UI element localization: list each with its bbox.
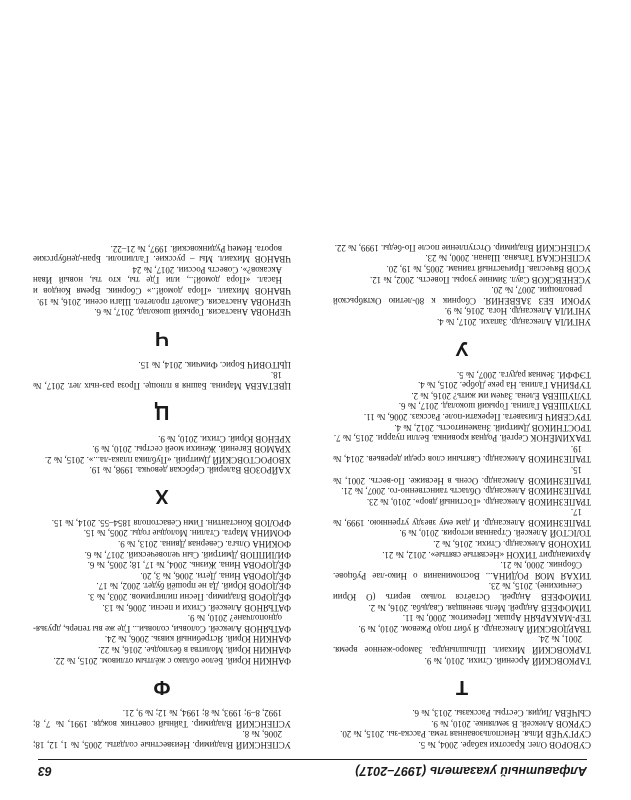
index-entry: ЧВАНОВ Михаил. Мы – русские. Галлиполи. Бран-денбургские ворота. Немец Рудинковский. 1997, № 21–22. [33, 243, 291, 265]
index-entry: ТРАПЕЗНИКОВ Александр. Область таинственно-го. 2007, № 21. [341, 486, 591, 497]
index-entry: ТРАПЕЗНИКОВ Александр. Осень в Несвиже. По-весть. 2001, № 15. [333, 464, 591, 486]
index-entry: УСПЕНСКИЙ Владимир. Тайный советник вождя. 1991, № 7, 8; 1992, 8–9; 1993, № 8; 1994, № 12; № 9, 21. [33, 708, 291, 729]
index-entry: ТАРКОВСКИЙ Михаил. Шлышлындра. Заморо-женное время. 2001, № 24. [333, 634, 591, 656]
entries-top-list [33, 708, 291, 750]
entries-u-list [333, 242, 591, 327]
section-letter-u: У [455, 337, 469, 359]
page-number: 63 [38, 764, 52, 778]
index-entry: ТИХОНОВ Александр. Стихи. 2016, № 2. [433, 539, 591, 550]
index-entry: ФРОЛОВ Константин. Гимн Севастополя 1854–55. 2014, № 15. [51, 517, 291, 528]
index-entry: ФИЛИППОВ Дмитрий. Сын человеческий. 2017, № 6. [84, 549, 291, 560]
running-header [38, 759, 587, 780]
index-entry: УНГИЛА Александр. Запахи. 2017, № 4. [437, 317, 591, 327]
index-entry: ТРАХИМЁНОК Сергей. Родная кровинка. Белли пуарри. 2015, № 7. [333, 433, 591, 444]
index-entry: ФЁДОРОВА Нина. Жизнь. 2004, № 17, 18; 2005, № 6. [87, 560, 291, 571]
index-entry: УСОВ Вячеслав. Причастный таинам. 2005, № 19, 20. [386, 264, 591, 275]
index-entry: ФАНКИН Юрий. Молитва в безлюдье. 2016, № 22. [98, 645, 291, 656]
index-entry: ФАНКИН Юрий. Белое облако с жёлтым отливом. 2015, № 22. [53, 655, 291, 666]
index-entry: ФЁДОРОВА Нина. Дети. 2006, № 3, 20. [140, 570, 291, 581]
index-entry: ТИМОФЕЕВ Андрей. Остаётся только верить (О Юрии Сенчихине). 2015, № 23. [333, 581, 591, 603]
index-entry: ЦВЕТАЕВА Марина. Башня в плюще. Проза раз-ных лет. 2017, № 18. [33, 370, 291, 391]
index-entry: ТРАПЕЗНИКОВ Александр. И дам ему звезду утреннюю. 1999, № 17. [333, 507, 591, 528]
index-entry: ФОМИНА Марта. Сталин. Молодые годы. 2005, № 15. [83, 528, 291, 539]
index-entry: ФЁДОРОВ Владимир. Песни пилигримов. 2003, № 3. [87, 592, 291, 603]
index-entry: ХАЙРОЗОВ Валерий. Сербская девочка. 1998, № 19. [89, 465, 291, 476]
index-entry: ФАТЬЯНОВ Алексей. Соловьи, соловьи... Где же вы теперь, друзья-однополчане? 2010, № 9. [33, 613, 291, 634]
index-entry: ХРАМОВ Евгений. Женихи моей сестры. 2010, № 9. [92, 444, 291, 455]
index-entry: ТИМОФЕЕВ Андрей. Мель звенящая. Свадьба. 2016, № 2. [368, 602, 591, 613]
index-entry: ХРЕНОВ Юрий. Стихи. 2010, № 9. [158, 433, 291, 444]
index-entry: УСЕНЕВСКОВ Саул. Зимние узоры. Повесть. 2002, № 12. [370, 274, 591, 285]
section-letter-ts: Ц [154, 400, 170, 423]
index-entry: ТРУСЕВИЧ Елизавета. Перекати-поле. Рассказ. 2006, № 11. [363, 411, 591, 422]
index-entry: ТУЛУШЕВА Галина. Горький шоколад. 2017, № 6. [398, 401, 591, 412]
entries-t-list [333, 369, 591, 666]
index-title: Алфавитный указатель (1997–2017) [355, 764, 587, 778]
index-entry: ТИХАЯ МОЯ РОДИНА... Воспоминания о Нико-лае Рубцове. Сборник. 2000, № 21. [333, 560, 591, 581]
index-entry: ЧЕРНОВА Анастасия. Горький шоколад. 2017, № 6. [94, 307, 291, 318]
index-entry: ТВАРДОВСКИЙ Александр. Я убит подо Ржевом. 2010, № 9. [358, 623, 591, 634]
entries-ch-list [33, 243, 291, 317]
entries-top-list [333, 708, 591, 750]
entries-ts-list [33, 359, 291, 391]
index-entry: Архимандрит ТИХОН «Несвятые святые». 2012, № 21. [382, 549, 591, 560]
index-entry: СУРГУЧЁВ Илья. Неиспользованная тема. Расска-зы. 2015, № 20. [340, 729, 591, 740]
index-entry: ТЭФФИ. Земная радуга. 2007, № 5. [456, 369, 591, 380]
index-entry: УСПЕНСКАЯ Татьяна. Шанан. 2000, № 23. [425, 253, 591, 264]
index-entry: ЧВАНОВ Михаил. «Пора домой!..» Сборник. Время Кондов и Насал. «Пора домой!.., или Где ты, кто ты, новый Иван Аксаков?». Совесть России. 2017, № 24 [33, 264, 291, 296]
index-entry: ТРАПЕЗНИКОВ Александр. «Гостиный двор». 2010, № 23. [366, 496, 591, 507]
index-entry: ФЕДОРОВ Юрий. Да не прошёй будет. 2002, № 17. [96, 581, 291, 592]
index-entry: УСПЕНСКИЙ Владимир. Неизвестные солдаты. 2005, № 1, 12, 18; 2006, № 8. [33, 729, 291, 750]
entries-h-list [33, 433, 291, 475]
index-entry: ТАРКОВСКИЙ Арсений. Стихи. 2010, № 9. [424, 655, 591, 666]
section-letter-t: Т [455, 675, 469, 698]
index-entry: ТОЛСТОЙ Алексей. Странная история. 2010, № 9. [399, 528, 591, 539]
entries-f-list [33, 517, 291, 665]
right-column [33, 15, 291, 750]
index-entry: ФОКИНА Ольга. Северная Двина. 2013, № 9. [118, 539, 291, 550]
index-entry: ФАТЬЯНОВ Алексей. Стихи и песни. 2006, № 13. [102, 602, 291, 613]
index-entry: ЦЫТОВИЧ Борис. Фимчик. 2014, № 15. [138, 359, 291, 370]
index-entry: ХВОРОСТОВСКИЙ Дмитрий. «Публика плака-ла...». 2015, № 2. [44, 454, 291, 465]
index-entry: СЫЧЁВА Лидия. Сестры. Рассказы. 2013, № 6. [412, 708, 591, 719]
index-entry: ТУРБИНА Галина. На реке Добре. 2015, № 4. [418, 380, 591, 391]
section-letter-h: Х [155, 485, 169, 508]
index-entry: УСПЕНСКИЙ Владимир. Отступление после По-беды. 1999, № 22. [334, 242, 591, 253]
index-entry: УНГИЛА Александр. Нога. 2016, № 9. [444, 306, 591, 317]
left-column [333, 15, 591, 750]
index-entry: ФАНКИН Юрий. Ястребиный кивзь. 2006, № 24. [104, 634, 291, 645]
index-entry: ЧЕРНОВА Анастасия. Самолёт пролетел. Шаги осени. 2016, № 19. [37, 296, 291, 307]
index-entry: ТРОСТНИКОВ Дмитрий. Знаменитость. 2012, № 4. [394, 422, 591, 433]
section-letter-f: Ф [153, 675, 171, 698]
index-entry: ТРАПЕЗНИКОВ Александр. Святыни слов среди деревьев. 2014, № 19. [333, 443, 591, 465]
index-entry: СУВОРОВ Олег. Красотки кабаре. 2004, № 5. [418, 740, 591, 750]
index-entry: ТЕР-МАКАРЬЯН Аршак. Перекиток. 2000, № 11. [402, 613, 591, 624]
index-entry: СУРКОВ Алексей. В землянке. 2010, № 9. [431, 718, 591, 729]
index-entry: УРОКИ БЕЗ ЗАБВЕНИЯ. Сборник к 80-летию Октябрьской революции. 2007, № 20. [333, 285, 591, 306]
section-letter-ch: Ч [154, 327, 170, 350]
index-entry: ТУЛУШЕВА Елена. Зачем им жить? 2016, № 2. [411, 390, 591, 401]
